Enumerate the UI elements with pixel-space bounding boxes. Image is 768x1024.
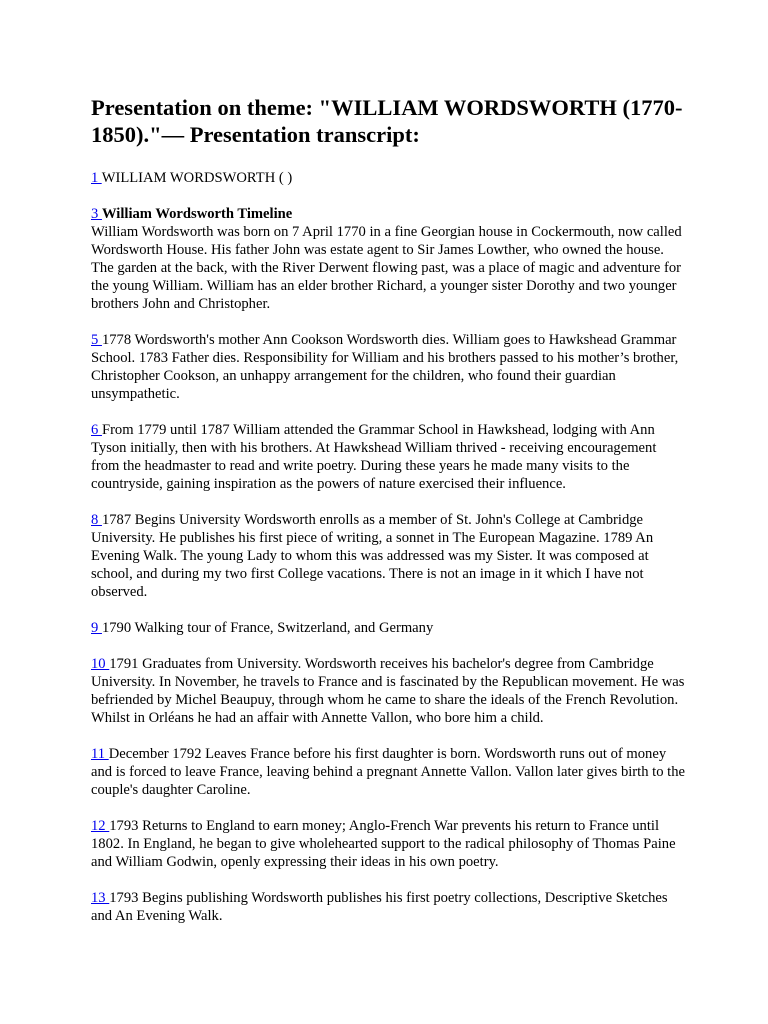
slide-text: William Wordsworth was born on 7 April 1770 in a fine Georgian house in Cockermouth, now called Wordsworth House. His father John was estate agent to Sir James Lowther, who owned the house. The garden at the back, with the River Derwent flowing past, was a place of magic and adventure for the young William. William has an elder brother Richard, a younger sister Dorothy and two younger brothers John and Christopher.	[91, 224, 682, 312]
slide-text: 1778 Wordsworth's mother Ann Cookson Wordsworth dies. William goes to Hawkshead Grammar School. 1783 Father dies. Responsibility for William and his brothers passed to his mother’s brother, Christopher Cookson, an unhappy arrangement for the children, who found their guardian unsympathetic.	[91, 332, 679, 402]
slide-text: 1790 Walking tour of France, Switzerland, and Germany	[101, 620, 434, 636]
slide-link[interactable]: 1	[91, 170, 102, 186]
slide-entry	[91, 655, 688, 727]
slide-text: 1787 Begins University Wordsworth enrolls as a member of St. John's College at Cambridge University. He publishes his first piece of writing, a sonnet in The European Magazine. 1789 An Evening Walk. The young Lady to whom this was addressed was my Sister. It was composed at school, and during my two first College vacations. There is not an image in it which I have not observed.	[91, 512, 654, 600]
slide-entry	[91, 817, 688, 871]
slide-entry	[91, 331, 688, 403]
slide-entry	[91, 511, 688, 601]
slide-text: WILLIAM WORDSWORTH ( )	[101, 170, 293, 186]
slide-heading: William Wordsworth Timeline	[101, 206, 293, 222]
slide-entry	[91, 889, 688, 925]
slide-link[interactable]: 12	[91, 818, 110, 834]
slide-text: 1791 Graduates from University. Wordsworth receives his bachelor's degree from Cambridge University. In November, he travels to France and is fascinated by the Republican movement. He was befriended by Michel Beaupuy, through whom he came to share the ideals of the French Revolution. Whilst in Orléans he had an affair with Annette Vallon, who bore him a child.	[91, 656, 685, 726]
slide-entry	[91, 619, 688, 637]
slide-text: 1793 Returns to England to earn money; Anglo-French War prevents his return to France until 1802. In England, he began to give wholehearted support to the radical philosophy of Thomas Paine and William Godwin, openly expressing their ideas in his own poetry.	[91, 818, 676, 870]
slide-link[interactable]: 13	[91, 890, 110, 906]
slide-link[interactable]: 5	[91, 332, 102, 348]
slide-link[interactable]: 6	[91, 422, 102, 438]
slide-entry	[91, 169, 688, 187]
slide-text: December 1792 Leaves France before his first daughter is born. Wordsworth runs out of money and is forced to leave France, leaving behind a pregnant Annette Vallon. Vallon later gives birth to the couple's daughter Caroline.	[91, 746, 685, 798]
slide-link[interactable]: 10	[91, 656, 110, 672]
slide-link[interactable]: 9	[91, 620, 102, 636]
slide-entry	[91, 205, 688, 313]
page-title: Presentation on theme: "WILLIAM WORDSWORTH (1770-1850)."— Presentation transcript:	[91, 95, 683, 147]
slide-entry	[91, 745, 688, 799]
slide-link[interactable]: 11	[91, 746, 109, 762]
slide-link[interactable]: 3	[91, 206, 102, 222]
slide-text: From 1779 until 1787 William attended the Grammar School in Hawkshead, lodging with Ann Tyson initially, then with his brothers. At Hawkshead William thrived - receiving encouragement from the headmaster to read and write poetry. During these years he made many visits to the countryside, gaining inspiration as the powers of nature exercised their influence.	[91, 422, 657, 492]
slide-entry	[91, 421, 688, 493]
slide-link[interactable]: 8	[91, 512, 102, 528]
slide-text: 1793 Begins publishing Wordsworth publishes his first poetry collections, Descriptive Sketches and An Evening Walk.	[91, 890, 668, 924]
